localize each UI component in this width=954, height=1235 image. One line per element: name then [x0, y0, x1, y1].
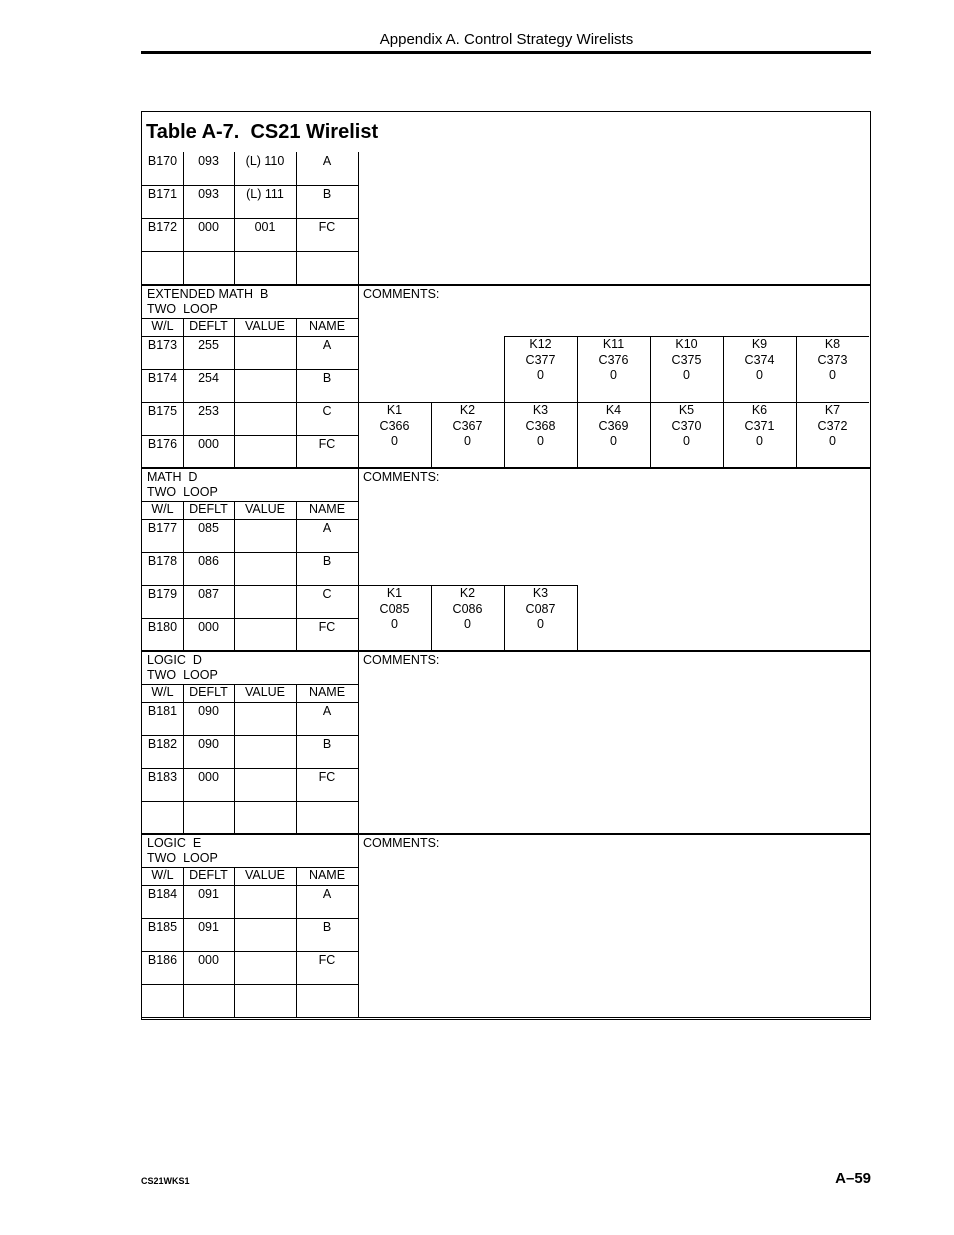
comments-label: COMMENTS: [363, 653, 440, 667]
row-line [142, 552, 358, 553]
wl-cell: B183 [147, 770, 178, 784]
constant-grid-line [431, 585, 432, 650]
deflt-cell: 000 [198, 220, 219, 234]
deflt-cell: 000 [198, 437, 219, 451]
constant-cell [796, 336, 869, 402]
grid-line [183, 885, 184, 1017]
section-subtitle: TWO LOOP [147, 485, 218, 499]
constant-key: K10 [675, 337, 698, 351]
comments-divider [358, 834, 359, 1017]
constant-key: K5 [678, 403, 695, 417]
row-line [142, 435, 358, 436]
row-line [142, 185, 358, 186]
deflt-cell: 085 [198, 521, 219, 535]
row-line [142, 951, 358, 952]
section-separator [142, 285, 870, 286]
grid-line [296, 501, 297, 519]
constant-address: C086 [452, 601, 483, 616]
doc-code: CS21WKS1 [141, 1176, 190, 1186]
constant-address: C372 [817, 418, 848, 433]
section-title: LOGIC E [147, 836, 202, 850]
column-header: DEFLT [189, 502, 228, 516]
constant-grid-line [431, 402, 432, 467]
constant-grid-line [650, 402, 651, 467]
deflt-cell [183, 253, 234, 284]
name-cell: A [322, 338, 332, 352]
deflt-cell: 091 [198, 920, 219, 934]
constant-value: 0 [537, 617, 544, 631]
constant-key: K11 [602, 337, 625, 351]
name-cell: A [322, 887, 332, 901]
constant-address: C377 [525, 352, 556, 367]
wl-cell: B182 [147, 737, 178, 751]
wl-cell [142, 253, 183, 284]
column-header: W/L [151, 685, 174, 699]
section-separator [142, 1017, 870, 1018]
column-header: VALUE [244, 502, 286, 516]
name-cell: B [322, 737, 332, 751]
column-header: NAME [308, 685, 346, 699]
grid-line [234, 519, 235, 650]
wl-cell: B171 [147, 187, 178, 201]
constant-address: C370 [671, 418, 702, 433]
constant-grid-line [577, 402, 578, 467]
grid-line [296, 336, 297, 467]
value-cell [234, 887, 296, 918]
section-subtitle: TWO LOOP [147, 668, 218, 682]
constant-cell [504, 336, 577, 402]
name-cell [296, 803, 358, 834]
constant-address: C087 [525, 601, 556, 616]
comments-label: COMMENTS: [363, 836, 440, 850]
constant-value: 0 [829, 368, 836, 382]
constant-value: 0 [756, 368, 763, 382]
value-cell [234, 704, 296, 735]
deflt-cell: 093 [198, 154, 219, 168]
constant-cell [504, 585, 577, 651]
name-cell: B [322, 187, 332, 201]
grid-line [234, 885, 235, 1017]
section-separator [142, 834, 870, 835]
column-header: DEFLT [189, 868, 228, 882]
row-line [142, 768, 358, 769]
value-cell [234, 953, 296, 984]
row-line [142, 218, 358, 219]
row-line [142, 369, 358, 370]
deflt-cell: 253 [198, 404, 219, 418]
constant-grid-line [504, 402, 505, 467]
constant-cell [796, 402, 869, 468]
column-header-bottom-line [142, 885, 358, 886]
section-separator [142, 651, 870, 652]
value-cell [234, 338, 296, 369]
grid-line [234, 152, 235, 284]
deflt-cell [183, 803, 234, 834]
section-subtitle: TWO LOOP [147, 851, 218, 865]
constant-cell [358, 585, 431, 651]
constant-address: C085 [379, 601, 410, 616]
grid-line [183, 152, 184, 284]
wl-cell: B175 [147, 404, 178, 418]
constant-key: K12 [529, 337, 552, 351]
column-header: W/L [151, 502, 174, 516]
constant-key: K1 [386, 586, 403, 600]
deflt-cell: 087 [198, 587, 219, 601]
column-header: VALUE [244, 868, 286, 882]
constant-cell [431, 585, 504, 651]
constant-value: 0 [756, 434, 763, 448]
column-header: VALUE [244, 685, 286, 699]
grid-line [183, 318, 184, 336]
row-line [142, 984, 358, 985]
deflt-cell: 086 [198, 554, 219, 568]
wl-cell: B178 [147, 554, 178, 568]
constant-grid-line [577, 585, 578, 650]
constant-value: 0 [464, 617, 471, 631]
column-header: NAME [308, 502, 346, 516]
constant-key: K2 [459, 586, 476, 600]
column-header-bottom-line [142, 336, 358, 337]
name-cell: C [322, 404, 332, 418]
wl-cell [142, 986, 183, 1017]
wl-cell: B186 [147, 953, 178, 967]
grid-line [234, 318, 235, 336]
column-header: VALUE [244, 319, 286, 333]
wl-cell: B176 [147, 437, 178, 451]
deflt-cell: 255 [198, 338, 219, 352]
constant-address: C376 [598, 352, 629, 367]
constant-value: 0 [683, 434, 690, 448]
constant-cell [723, 402, 796, 468]
grid-line [296, 519, 297, 650]
grid-line [296, 684, 297, 702]
constant-address: C367 [452, 418, 483, 433]
deflt-cell [183, 986, 234, 1017]
value-cell [234, 253, 296, 284]
value-cell [234, 920, 296, 951]
deflt-cell: 000 [198, 953, 219, 967]
constant-value: 0 [610, 368, 617, 382]
deflt-cell: 000 [198, 620, 219, 634]
constant-value: 0 [391, 434, 398, 448]
header-rule [141, 51, 871, 54]
grid-line [183, 519, 184, 650]
grid-line [234, 336, 235, 467]
constant-cell [650, 402, 723, 468]
row-line [142, 801, 358, 802]
row-line [142, 735, 358, 736]
constant-value: 0 [610, 434, 617, 448]
constant-grid-line [650, 336, 651, 402]
constant-grid-line [796, 336, 797, 402]
constant-cell [431, 402, 504, 468]
grid-line [183, 867, 184, 885]
name-cell: A [322, 521, 332, 535]
constant-value: 0 [391, 617, 398, 631]
section-separator [142, 468, 870, 469]
value-cell [234, 803, 296, 834]
section-title: EXTENDED MATH B [147, 287, 269, 301]
grid-line [183, 336, 184, 467]
page-header: Appendix A. Control Strategy Wirelists [379, 31, 634, 48]
wl-cell: B170 [147, 154, 178, 168]
column-header-bottom-line [142, 519, 358, 520]
wl-cell: B179 [147, 587, 178, 601]
column-header: W/L [151, 868, 174, 882]
deflt-cell: 090 [198, 737, 219, 751]
section-title: MATH D [147, 470, 198, 484]
constant-address: C366 [379, 418, 410, 433]
value-cell [234, 620, 296, 651]
constant-key: K1 [386, 403, 403, 417]
grid-line [183, 501, 184, 519]
value-cell [234, 770, 296, 801]
constant-value: 0 [683, 368, 690, 382]
value-cell: 001 [254, 220, 276, 234]
wl-cell: B180 [147, 620, 178, 634]
constant-address: C371 [744, 418, 775, 433]
value-cell [234, 554, 296, 585]
name-cell: C [322, 587, 332, 601]
name-cell: FC [318, 437, 336, 451]
wl-cell: B181 [147, 704, 178, 718]
name-cell: FC [318, 220, 336, 234]
value-cell [234, 404, 296, 435]
name-cell: A [322, 154, 332, 168]
deflt-cell: 091 [198, 887, 219, 901]
name-cell: FC [318, 953, 336, 967]
value-cell [234, 521, 296, 552]
constant-grid-line [504, 336, 505, 402]
section-title: LOGIC D [147, 653, 202, 667]
constant-value: 0 [464, 434, 471, 448]
grid-line [234, 501, 235, 519]
section-subtitle: TWO LOOP [147, 302, 218, 316]
constant-grid-line [796, 402, 797, 467]
grid-line [296, 867, 297, 885]
constant-key: K4 [605, 403, 622, 417]
column-header-bottom-line [142, 702, 358, 703]
name-cell: B [322, 371, 332, 385]
value-cell [234, 587, 296, 618]
grid-line [296, 152, 297, 284]
value-cell: (L) 110 [245, 154, 285, 168]
row-line [142, 251, 358, 252]
constant-cell [723, 336, 796, 402]
name-cell: B [322, 554, 332, 568]
comments-divider [358, 152, 359, 284]
column-header: W/L [151, 319, 174, 333]
page-number: A–59 [835, 1170, 871, 1187]
comments-label: COMMENTS: [363, 287, 440, 301]
value-cell [234, 737, 296, 768]
deflt-cell: 254 [198, 371, 219, 385]
comments-label: COMMENTS: [363, 470, 440, 484]
grid-line [234, 867, 235, 885]
wl-cell: B173 [147, 338, 178, 352]
name-cell [296, 986, 358, 1017]
constant-value: 0 [537, 434, 544, 448]
constant-address: C375 [671, 352, 702, 367]
constant-cell [358, 402, 431, 468]
column-header: NAME [308, 868, 346, 882]
constant-key: K9 [751, 337, 768, 351]
column-header: DEFLT [189, 319, 228, 333]
deflt-cell: 090 [198, 704, 219, 718]
constant-value: 0 [829, 434, 836, 448]
name-cell: B [322, 920, 332, 934]
constant-cell [650, 336, 723, 402]
row-line [142, 918, 358, 919]
grid-line [183, 684, 184, 702]
row-line [142, 585, 358, 586]
wl-cell: B184 [147, 887, 178, 901]
wl-cell: B174 [147, 371, 178, 385]
grid-line [234, 684, 235, 702]
row-line [142, 402, 358, 403]
column-header: DEFLT [189, 685, 228, 699]
constant-address: C373 [817, 352, 848, 367]
constant-cell [577, 336, 650, 402]
constant-grid-line [723, 336, 724, 402]
value-cell [234, 986, 296, 1017]
deflt-cell: 093 [198, 187, 219, 201]
constant-grid-line [577, 336, 578, 402]
constant-cell [504, 402, 577, 468]
grid-line [296, 702, 297, 833]
grid-line [296, 885, 297, 1017]
constant-key: K6 [751, 403, 768, 417]
comments-divider [358, 651, 359, 833]
grid-line [296, 318, 297, 336]
constant-value: 0 [537, 368, 544, 382]
constant-cell [577, 402, 650, 468]
value-cell [234, 371, 296, 402]
constant-address: C368 [525, 418, 556, 433]
constant-key: K8 [824, 337, 841, 351]
constant-address: C374 [744, 352, 775, 367]
wl-cell: B177 [147, 521, 178, 535]
row-line [142, 618, 358, 619]
deflt-cell: 000 [198, 770, 219, 784]
wl-cell: B172 [147, 220, 178, 234]
value-cell [234, 437, 296, 468]
wl-cell [142, 803, 183, 834]
column-header: NAME [308, 319, 346, 333]
name-cell: FC [318, 770, 336, 784]
constant-address: C369 [598, 418, 629, 433]
constant-grid-line [723, 402, 724, 467]
constant-key: K3 [532, 586, 549, 600]
grid-line [183, 702, 184, 833]
constant-key: K3 [532, 403, 549, 417]
wl-cell: B185 [147, 920, 178, 934]
name-cell [296, 253, 358, 284]
constant-key: K2 [459, 403, 476, 417]
constant-key: K7 [824, 403, 841, 417]
table-title: Table A-7. CS21 Wirelist [146, 121, 379, 143]
grid-line [234, 702, 235, 833]
constant-grid-line [504, 585, 505, 650]
name-cell: A [322, 704, 332, 718]
value-cell: (L) 111 [246, 187, 284, 201]
name-cell: FC [318, 620, 336, 634]
